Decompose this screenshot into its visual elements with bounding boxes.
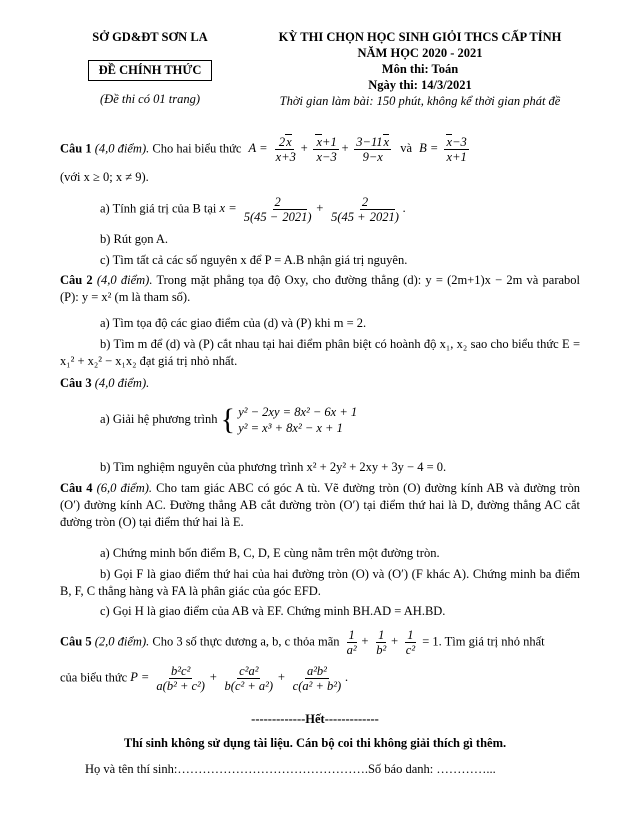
q3-eq2: y² = x³ + 8x² − x + 1: [238, 421, 343, 435]
school-year: NĂM HỌC 2020 - 2021: [357, 46, 483, 60]
q5-expr-line: [60, 664, 348, 693]
q3-part-a: [100, 404, 357, 436]
department-name: SỞ GD&ĐT SƠN LA: [92, 30, 208, 44]
q3-title: Câu 3: [60, 376, 92, 390]
official-label-wrap: [60, 60, 240, 81]
q2-points: (4,0 điểm).: [96, 273, 153, 287]
q1-a-expr: x = $\frac{2}{5(45 - 2021)}$ + $\frac{2}{5(45 + 2021)}$ .: [219, 195, 407, 224]
q4-points: (6,0 điểm).: [96, 481, 153, 495]
q5-after: = 1. Tìm giá trị nhỏ nhất: [422, 634, 545, 649]
q3-eq1: y² − 2xy = 8x² − 6x + 1: [238, 405, 358, 419]
q1-part-c: c) Tìm tất cả các số nguyên x để P = A.B nhận giá trị nguyên.: [100, 253, 408, 267]
q1-a-text: a) Tính giá trị của B tại: [100, 201, 217, 216]
q2-part-a: a) Tìm tọa độ các giao điểm của (d) và (P) khi m = 2.: [100, 316, 367, 330]
q1-expr-a: A = $\frac{2x}{x+3}$ + $\frac{x+1}{x-3}$ + $\frac{3-11x}{9-x}$: [248, 135, 390, 164]
q2-intro-block: [60, 272, 580, 306]
page-note: (Đề thi có 01 trang): [100, 92, 200, 106]
footer-note: Thí sinh không sử dụng tài liệu. Cán bộ coi thi không giải thích gì thêm.: [123, 736, 507, 750]
q1-and: và: [400, 141, 413, 156]
official-label: ĐỀ CHÍNH THỨC: [88, 60, 213, 81]
q2-intro: Trong mặt phẳng tọa độ Oxy, cho đường thẳng (d): y = (2m+1)x − 2m và parabol (P): y = x² (m là tham số).: [60, 273, 581, 304]
q5-condition-expr: $\frac{1}{\text{a²}}$ + $\frac{1}{\text{b²}}$ + $\frac{1}{\text{c²}}$: [346, 628, 416, 657]
candidate-info: Họ và tên thí sinh:……………………………………….Số báo danh: …………...: [85, 762, 496, 776]
q1-title: Câu 1: [60, 141, 92, 156]
q5-expr-label: của biểu thức: [60, 670, 128, 685]
q2-title: Câu 2: [60, 273, 93, 287]
q5-title: Câu 5: [60, 634, 92, 649]
q4-intro: Cho tam giác ABC có góc A tù. Vẽ đường tròn (O) đường kính AB và đường tròn (O′) đường kính AC. Đường thẳng AB cắt đường tròn (O′) tại điểm thứ hai là D, đường thẳng AC cắt đường tròn (O) tại điểm thứ hai là E.: [60, 481, 580, 529]
q1-intro: Cho hai biểu thức: [152, 141, 242, 156]
subject: Môn thi: Toán: [381, 62, 459, 76]
q1-part-b: b) Rút gọn A.: [100, 232, 169, 246]
exam-date: Ngày thi: 14/3/2021: [368, 78, 472, 92]
end-marker: -------------Hết-------------: [251, 712, 379, 726]
q1-expr-b: B = $\frac{x-3}{x+1}$: [419, 135, 467, 164]
q4-part-b: b) Gọi F là giao điểm thứ hai của hai đường tròn (O) và (O′) (F khác A). Chứng minh ba điểm B, F, C thẳng hàng và FA là phân giác của góc EFD.: [60, 567, 580, 598]
q5-line: [60, 628, 545, 657]
brace-symbol: {: [220, 403, 236, 436]
q1-points: (4,0 điểm).: [94, 141, 150, 156]
q4-part-c: c) Gọi H là giao điểm của AB và EF. Chứng minh BH.AD = AH.BD.: [100, 604, 446, 618]
q1-line: [60, 135, 471, 164]
q1-condition: (với x ≥ 0; x ≠ 9).: [60, 170, 149, 184]
q5-intro: Cho 3 số thực dương a, b, c thỏa mãn: [152, 634, 340, 649]
q3-points: (4,0 điểm).: [94, 376, 150, 390]
q4-part-a: a) Chứng minh bốn điểm B, C, D, E cùng nằm trên một đường tròn.: [100, 546, 440, 560]
q3-part-b: b) Tìm nghiệm nguyên của phương trình x² + 2y² + 2xy + 3y − 4 = 0.: [100, 460, 447, 474]
duration: Thời gian làm bài: 150 phút, không kể thời gian phát đề: [279, 94, 561, 108]
q3-a-text: a) Giải hệ phương trình: [100, 411, 218, 426]
q2-part-b: b) Tìm m để (d) và (P) cắt nhau tại hai điểm phân biệt có hoành độ x₁, x₂ sao cho biểu thức E = x₁² + x₂² − x₁x₂ đạt giá trị nhỏ nhất.: [60, 337, 580, 368]
q3-system: [238, 404, 357, 436]
q1-part-a: [100, 195, 406, 224]
q5-expression: P = $\frac{\text{b²c²}}{\text{a(b² + c²)}}$ + $\frac{\text{c²a²}}{\text{b(c² + a²)}}$ + $\frac{\text{a²b²}}{\text{c(a² + b²)}}$ .: [130, 664, 349, 693]
q5-points: (2,0 điểm).: [94, 634, 150, 649]
q4-intro-block: [60, 480, 580, 531]
exam-title: KỲ THI CHỌN HỌC SINH GIỎI THCS CẤP TỈNH: [278, 30, 562, 44]
q3-heading: [60, 376, 149, 391]
q4-title: Câu 4: [60, 481, 93, 495]
